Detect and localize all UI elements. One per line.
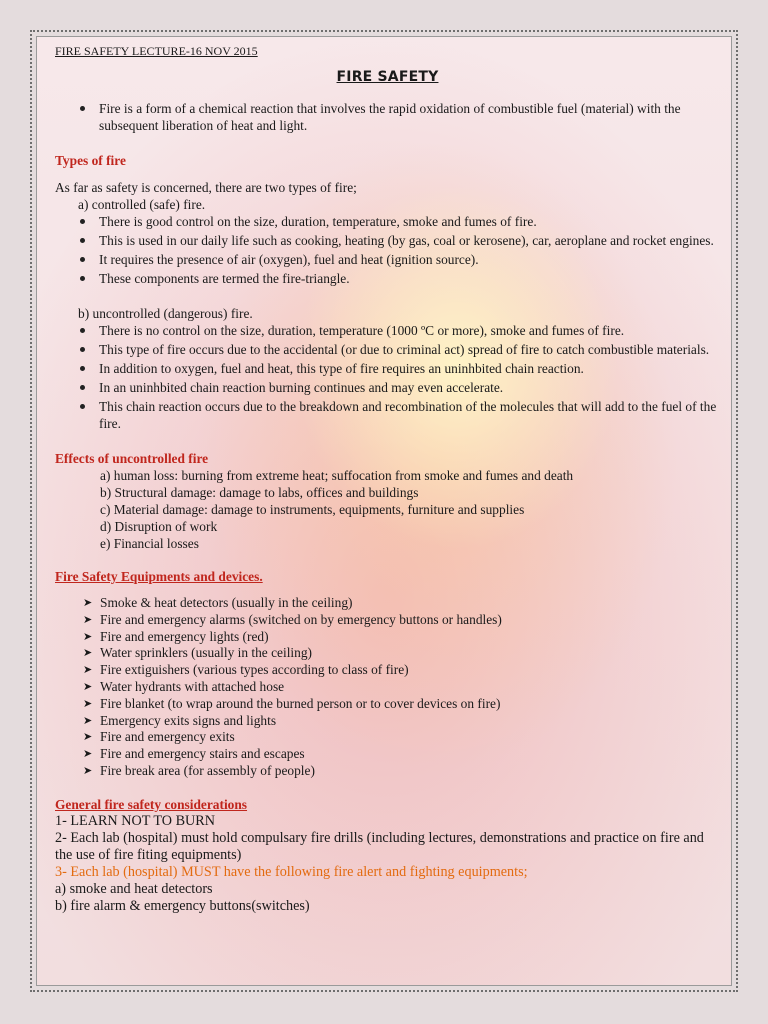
list-item: ➤ Water sprinklers (usually in the ceiling) bbox=[55, 645, 720, 662]
general-line-2: 2- Each lab (hospital) must hold compulsary fire drills (including lectures, demonstrations and practice on fire and the use of fire fiting equipments) bbox=[55, 829, 704, 863]
lecture-header: FIRE SAFETY LECTURE-16 NOV 2015 bbox=[55, 44, 258, 58]
controlled-list bbox=[55, 213, 720, 287]
list-item: ➤ Fire extiguishers (various types according to class of fire) bbox=[55, 662, 720, 679]
general-line-1: 1- LEARN NOT TO BURN bbox=[55, 812, 216, 829]
equipment-list bbox=[55, 595, 720, 780]
controlled-label: a) controlled (safe) fire. bbox=[78, 197, 206, 212]
effect-item: c) Material damage: damage to instruments, equipments, furniture and supplies bbox=[100, 502, 525, 517]
effect-item: d) Disruption of work bbox=[100, 519, 218, 534]
list-item: ➤ Water hydrants with attached hose bbox=[55, 679, 720, 696]
list-item: There is good control on the size, duration, temperature, smoke and fumes of fire. bbox=[55, 213, 720, 230]
section-title-equipment: Fire Safety Equipments and devices. bbox=[55, 569, 263, 584]
list-item: Fire is a form of a chemical reaction that involves the rapid oxidation of combustible fuel (material) with the subsequent liberation of heat and light. bbox=[55, 100, 720, 134]
document-page bbox=[36, 36, 732, 986]
list-item: In addition to oxygen, fuel and heat, this type of fire requires an uninhbited chain reaction. bbox=[55, 360, 720, 377]
list-item: It requires the presence of air (oxygen), fuel and heat (ignition source). bbox=[55, 251, 720, 268]
general-line-4: a) smoke and heat detectors bbox=[55, 880, 213, 897]
section-title-general: General fire safety considerations bbox=[55, 796, 248, 812]
effect-item: b) Structural damage: damage to labs, offices and buildings bbox=[100, 485, 419, 500]
list-item: This type of fire occurs due to the accidental (or due to criminal act) spread of fire to catch combustible materials. bbox=[55, 341, 720, 358]
list-item: In an uninhbited chain reaction burning continues and may even accelerate. bbox=[55, 379, 720, 396]
document-content bbox=[55, 43, 720, 915]
uncontrolled-label: b) uncontrolled (dangerous) fire. bbox=[78, 306, 253, 321]
list-item: ➤ Fire blanket (to wrap around the burned person or to cover devices on fire) bbox=[55, 696, 720, 713]
general-line-3: 3- Each lab (hospital) MUST have the following fire alert and fighting equipments; bbox=[55, 863, 528, 880]
list-item: ➤ Fire and emergency exits bbox=[55, 729, 720, 746]
list-item: ➤ Emergency exits signs and lights bbox=[55, 713, 720, 730]
section-title-effects: Effects of uncontrolled fire bbox=[55, 451, 209, 466]
list-item: ➤ Fire and emergency stairs and escapes bbox=[55, 746, 720, 763]
uncontrolled-list bbox=[55, 322, 720, 432]
list-item: ➤ Smoke & heat detectors (usually in the ceiling) bbox=[55, 595, 720, 612]
effect-item: e) Financial losses bbox=[100, 536, 199, 551]
intro-list bbox=[55, 100, 720, 134]
list-item: These components are termed the fire-triangle. bbox=[55, 270, 720, 287]
page-title: FIRE SAFETY bbox=[336, 69, 439, 85]
list-item: There is no control on the size, duration, temperature (1000 ºC or more), smoke and fumes of fire. bbox=[55, 322, 720, 339]
types-lead: As far as safety is concerned, there are two types of fire; bbox=[55, 180, 357, 195]
list-item: ➤ Fire break area (for assembly of people) bbox=[55, 763, 720, 780]
effect-item: a) human loss: burning from extreme heat; suffocation from smoke and fumes and death bbox=[100, 468, 574, 483]
general-line-5: b) fire alarm & emergency buttons(switches) bbox=[55, 897, 310, 914]
list-item: This is used in our daily life such as cooking, heating (by gas, coal or kerosene), car, aeroplane and rocket engines. bbox=[55, 232, 720, 249]
list-item: ➤ Fire and emergency alarms (switched on by emergency buttons or handles) bbox=[55, 612, 720, 629]
section-title-types: Types of fire bbox=[55, 153, 126, 168]
list-item: ➤ Fire and emergency lights (red) bbox=[55, 629, 720, 646]
list-item: This chain reaction occurs due to the breakdown and recombination of the molecules that will add to the fuel of the fire. bbox=[55, 398, 720, 432]
